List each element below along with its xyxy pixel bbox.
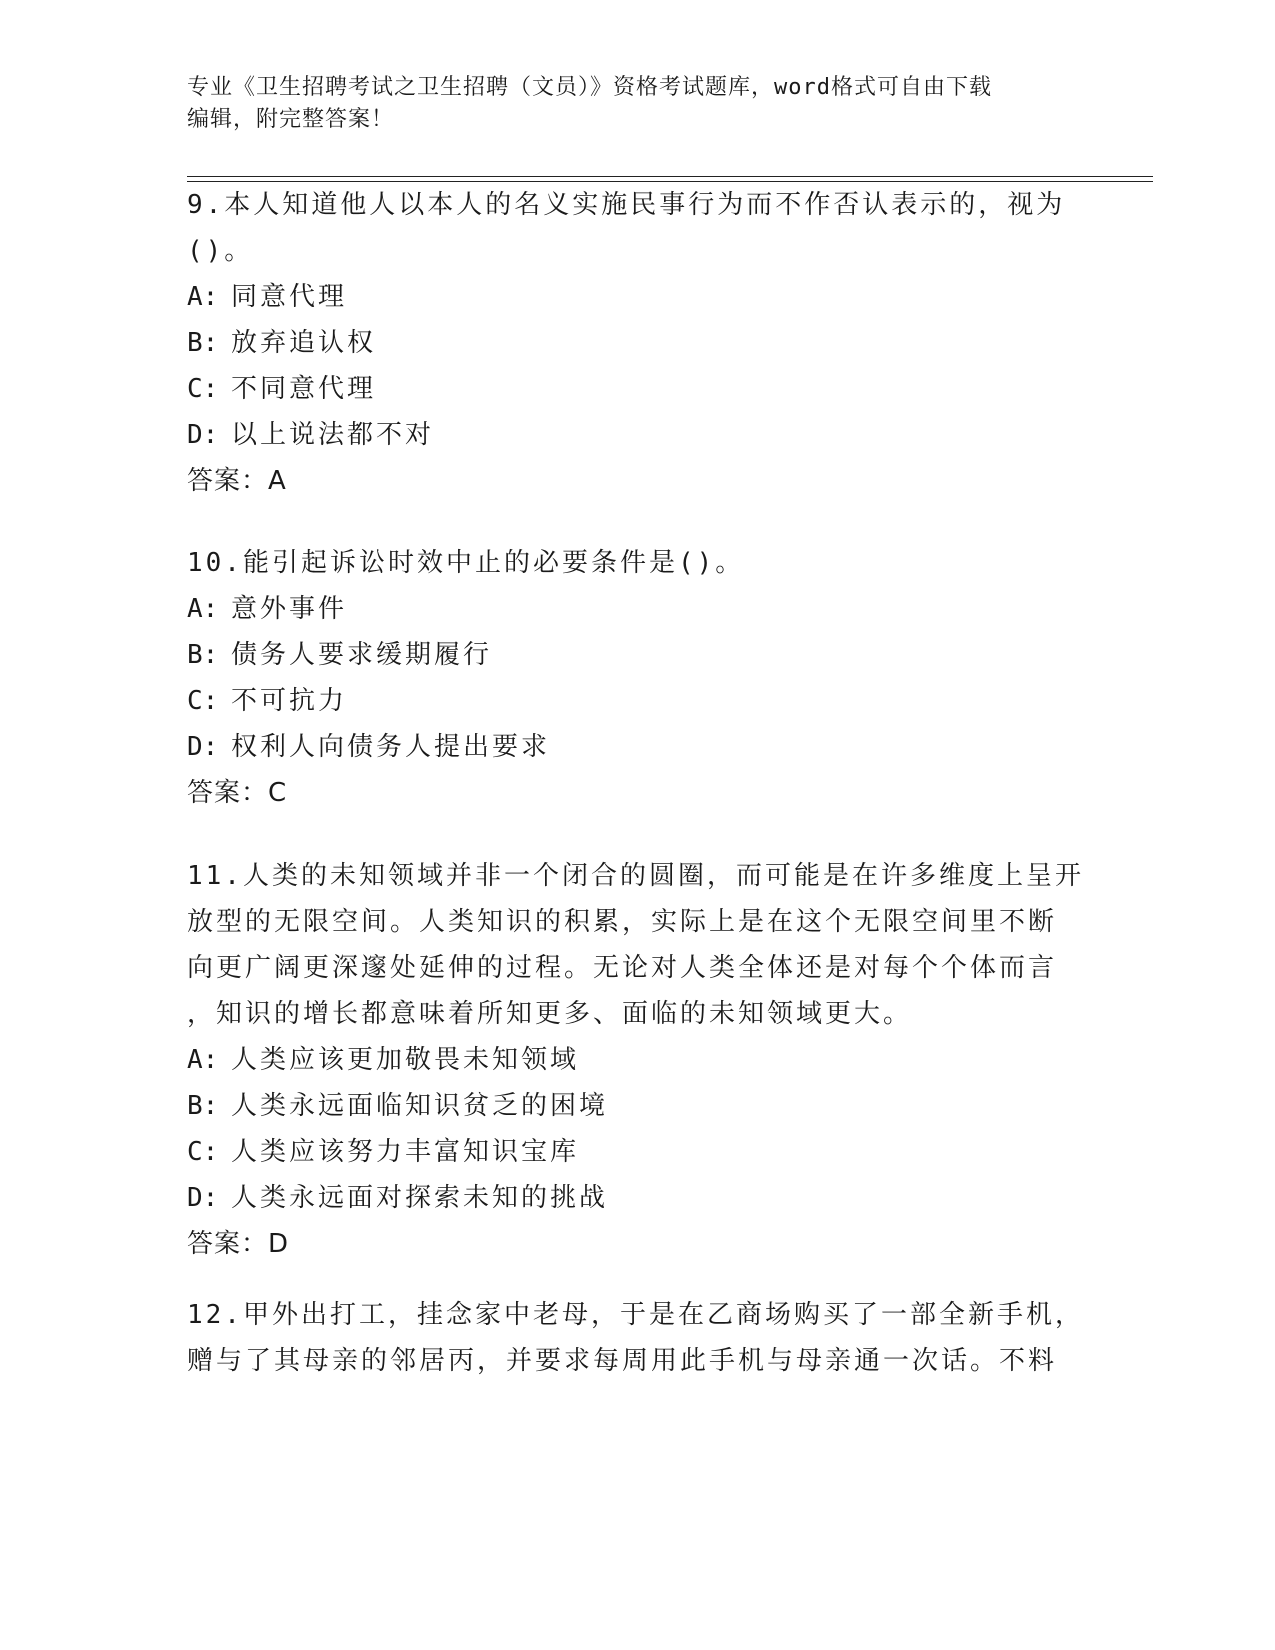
option-key: A: (187, 594, 219, 624)
option-d (187, 412, 1087, 458)
question-stem-line: 11.人类的未知领域并非一个闭合的圆圈，而可能是在许多维度上呈开 (187, 861, 1084, 891)
answer-line: 答案：C (187, 778, 288, 808)
option-d (187, 1175, 1087, 1221)
question-stem-line: 12.甲外出打工，挂念家中老母，于是在乙商场购买了一部全新手机， (187, 1300, 1084, 1330)
option-text: 人类应该努力丰富知识宝库 (231, 1137, 580, 1167)
option-key: A: (187, 282, 219, 312)
intro-line-2: 编辑，附完整答案！ (187, 107, 395, 132)
option-key: D: (187, 420, 219, 450)
document-intro (187, 72, 1067, 136)
option-text: 意外事件 (231, 594, 348, 624)
question-stem-line: ，知识的增长都意味着所知更多、面临的未知领域更大。 (187, 999, 913, 1029)
option-c (187, 678, 1087, 724)
option-key: C: (187, 686, 219, 716)
option-text: 债务人要求缓期履行 (231, 640, 493, 670)
question-stem-line: 10.能引起诉讼时效中止的必要条件是()。 (187, 548, 745, 578)
question-12 (187, 1292, 1087, 1384)
option-a (187, 274, 1087, 320)
option-key: B: (187, 640, 219, 670)
header-divider-top (187, 176, 1153, 177)
option-text: 人类永远面临知识贫乏的困境 (231, 1091, 609, 1121)
option-d (187, 724, 1087, 770)
question-stem-line: 赠与了其母亲的邻居丙，并要求每周用此手机与母亲通一次话。不料 (187, 1346, 1058, 1376)
answer-line: 答案：A (187, 466, 287, 496)
option-text: 同意代理 (231, 282, 348, 312)
question-stem-line: 9.本人知道他人以本人的名义实施民事行为而不作否认表示的，视为 (187, 190, 1066, 220)
option-key: B: (187, 1091, 219, 1121)
option-text: 人类应该更加敬畏未知领域 (231, 1045, 580, 1075)
intro-line-1: 专业《卫生招聘考试之卫生招聘（文员）》资格考试题库，word格式可自由下载 (187, 75, 992, 100)
question-stem-line: ()。 (187, 236, 254, 266)
option-text: 不可抗力 (231, 686, 348, 716)
question-10 (187, 540, 1087, 816)
option-key: D: (187, 1183, 219, 1213)
option-b (187, 632, 1087, 678)
question-9 (187, 182, 1087, 504)
option-text: 人类永远面对探索未知的挑战 (231, 1183, 609, 1213)
option-key: C: (187, 374, 219, 404)
option-key: D: (187, 732, 219, 762)
answer-line: 答案：D (187, 1229, 290, 1259)
option-b (187, 320, 1087, 366)
option-c (187, 1129, 1087, 1175)
question-stem-line: 放型的无限空间。人类知识的积累，实际上是在这个无限空间里不断 (187, 907, 1058, 937)
question-11 (187, 853, 1087, 1267)
option-a (187, 1037, 1087, 1083)
option-c (187, 366, 1087, 412)
option-key: B: (187, 328, 219, 358)
option-text: 放弃追认权 (231, 328, 377, 358)
question-stem-line: 向更广阔更深邃处延伸的过程。无论对人类全体还是对每个个体而言 (187, 953, 1058, 983)
option-text: 权利人向债务人提出要求 (231, 732, 551, 762)
option-a (187, 586, 1087, 632)
option-text: 以上说法都不对 (231, 420, 435, 450)
option-text: 不同意代理 (231, 374, 377, 404)
option-key: C: (187, 1137, 219, 1167)
option-key: A: (187, 1045, 219, 1075)
option-b (187, 1083, 1087, 1129)
